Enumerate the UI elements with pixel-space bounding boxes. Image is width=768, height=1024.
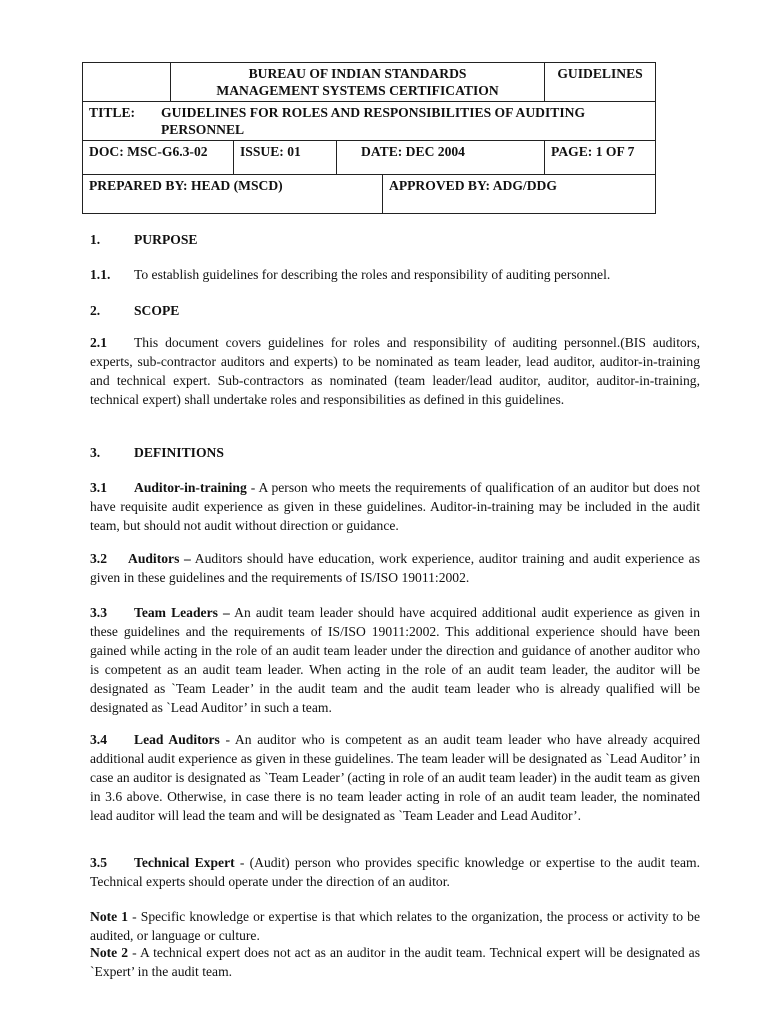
header-date: DATE: DEC 2004 bbox=[337, 141, 545, 175]
note-1 bbox=[90, 907, 700, 945]
clause-text: This document covers guidelines for roles and responsibility of auditing personnel.(BIS auditors, experts, sub-contractor auditors and experts) to be nominated as team leader, lead auditor, auditor-in-training and technical expert. Sub-contractors as nominated (team leader/lead auditor, auditor, auditor-in-training, technical expert) shall undertake roles and responsibilities as defined in this guidelines. bbox=[90, 335, 700, 407]
clause-number: 3.2 bbox=[90, 551, 107, 566]
section-number: 2. bbox=[90, 303, 101, 318]
header-page: PAGE: 1 OF 7 bbox=[545, 141, 656, 175]
note-label: Note 2 bbox=[90, 945, 129, 960]
header-doc-number: DOC: MSC-G6.3-02 bbox=[83, 141, 234, 175]
clause-1-1 bbox=[90, 265, 700, 284]
definition-text: Auditors should have education, work experience, auditor training and audit experience as given in these guidelines and the requirements of IS/ISO 19011:2002. bbox=[90, 551, 700, 585]
definition-term: Auditors – bbox=[128, 551, 191, 566]
document-title: GUIDELINES FOR ROLES AND RESPONSIBILITIES OF AUDITING PERSONNEL bbox=[161, 105, 586, 137]
section-scope-heading bbox=[90, 301, 700, 320]
section-title: DEFINITIONS bbox=[134, 445, 224, 460]
clause-2-1 bbox=[90, 333, 700, 409]
clause-number: 1.1. bbox=[90, 267, 111, 282]
note-2 bbox=[90, 943, 700, 981]
clause-number: 2.1 bbox=[90, 335, 107, 350]
definition-3-1 bbox=[90, 478, 700, 535]
header-organization bbox=[171, 63, 545, 102]
header-approved-by: APPROVED BY: ADG/DDG bbox=[383, 175, 656, 214]
definition-term: Team Leaders – bbox=[134, 605, 230, 620]
note-label: Note 1 bbox=[90, 909, 129, 924]
definition-3-4 bbox=[90, 730, 700, 825]
definition-text: - A person who meets the requirements of qualification of an auditor but does not have requisite audit experience as given in these guidelines. Auditor-in-training may be included in the audit team, but should not audit without direction or guidance. bbox=[90, 480, 700, 533]
definition-3-2 bbox=[90, 549, 700, 587]
section-title: PURPOSE bbox=[134, 232, 198, 247]
definition-3-5 bbox=[90, 853, 700, 891]
section-title: SCOPE bbox=[134, 303, 180, 318]
clause-number: 3.1 bbox=[90, 480, 107, 495]
clause-number: 3.3 bbox=[90, 605, 107, 620]
note-text: - A technical expert does not act as an auditor in the audit team. Technical expert will be designated as `Expert’ in the audit team. bbox=[90, 945, 701, 979]
definition-text: - (Audit) person who provides specific knowledge or expertise to the audit team. Technical experts should operate under the direction of an auditor. bbox=[90, 855, 701, 889]
definition-text: - An auditor who is competent as an audit team leader who have already acquired additional audit experience as given in these guidelines. The team leader will be designated as `Lead Auditor’ in case an auditor is designated as `Team Leader’ (acting in role of an audit team leader) in the audit team as given in 3.6 above. Otherwise, in case there is no team leader acting in role of an audit team leader, the nominated lead auditor will lead the team and will be designated as `Team Leader and Lead Auditor’. bbox=[90, 732, 700, 823]
org-line-1: BUREAU OF INDIAN STANDARDS bbox=[248, 66, 467, 81]
definition-term: Technical Expert bbox=[134, 855, 235, 870]
section-number: 1. bbox=[90, 232, 101, 247]
definition-text: An audit team leader should have acquired additional audit experience as given in these guidelines and the requirements of IS/ISO 19011:2002. This additional experience should have been gained while acting in the role of an audit team leader under the direction and guidance of another auditor who is competent as an audit team leader. When acting in the role of an audit team leader, the auditor will be designated as `Team Leader’ in the audit team and the audit team leader who is already qualified will be designated as `Lead Auditor’ in such a team. bbox=[90, 605, 700, 715]
header-issue: ISSUE: 01 bbox=[234, 141, 337, 175]
clause-text: To establish guidelines for describing the roles and responsibility of auditing personnel. bbox=[134, 267, 611, 282]
clause-number: 3.4 bbox=[90, 732, 107, 747]
clause-number: 3.5 bbox=[90, 855, 107, 870]
definition-3-3 bbox=[90, 603, 700, 717]
section-purpose-heading bbox=[90, 230, 700, 249]
header-title-cell bbox=[83, 102, 656, 141]
title-label: TITLE: bbox=[89, 105, 136, 120]
section-definitions-heading bbox=[90, 443, 700, 462]
section-number: 3. bbox=[90, 445, 101, 460]
definition-term: Auditor-in-training bbox=[134, 480, 247, 495]
org-line-2: MANAGEMENT SYSTEMS CERTIFICATION bbox=[216, 83, 499, 98]
note-text: - Specific knowledge or expertise is that which relates to the organization, the process or activity to be audited, or language or culture. bbox=[90, 909, 700, 943]
header-prepared-by: PREPARED BY: HEAD (MSCD) bbox=[83, 175, 383, 214]
document-header-table bbox=[82, 62, 656, 214]
header-logo-cell bbox=[83, 63, 171, 102]
header-doc-type: GUIDELINES bbox=[545, 63, 656, 102]
definition-term: Lead Auditors bbox=[134, 732, 220, 747]
